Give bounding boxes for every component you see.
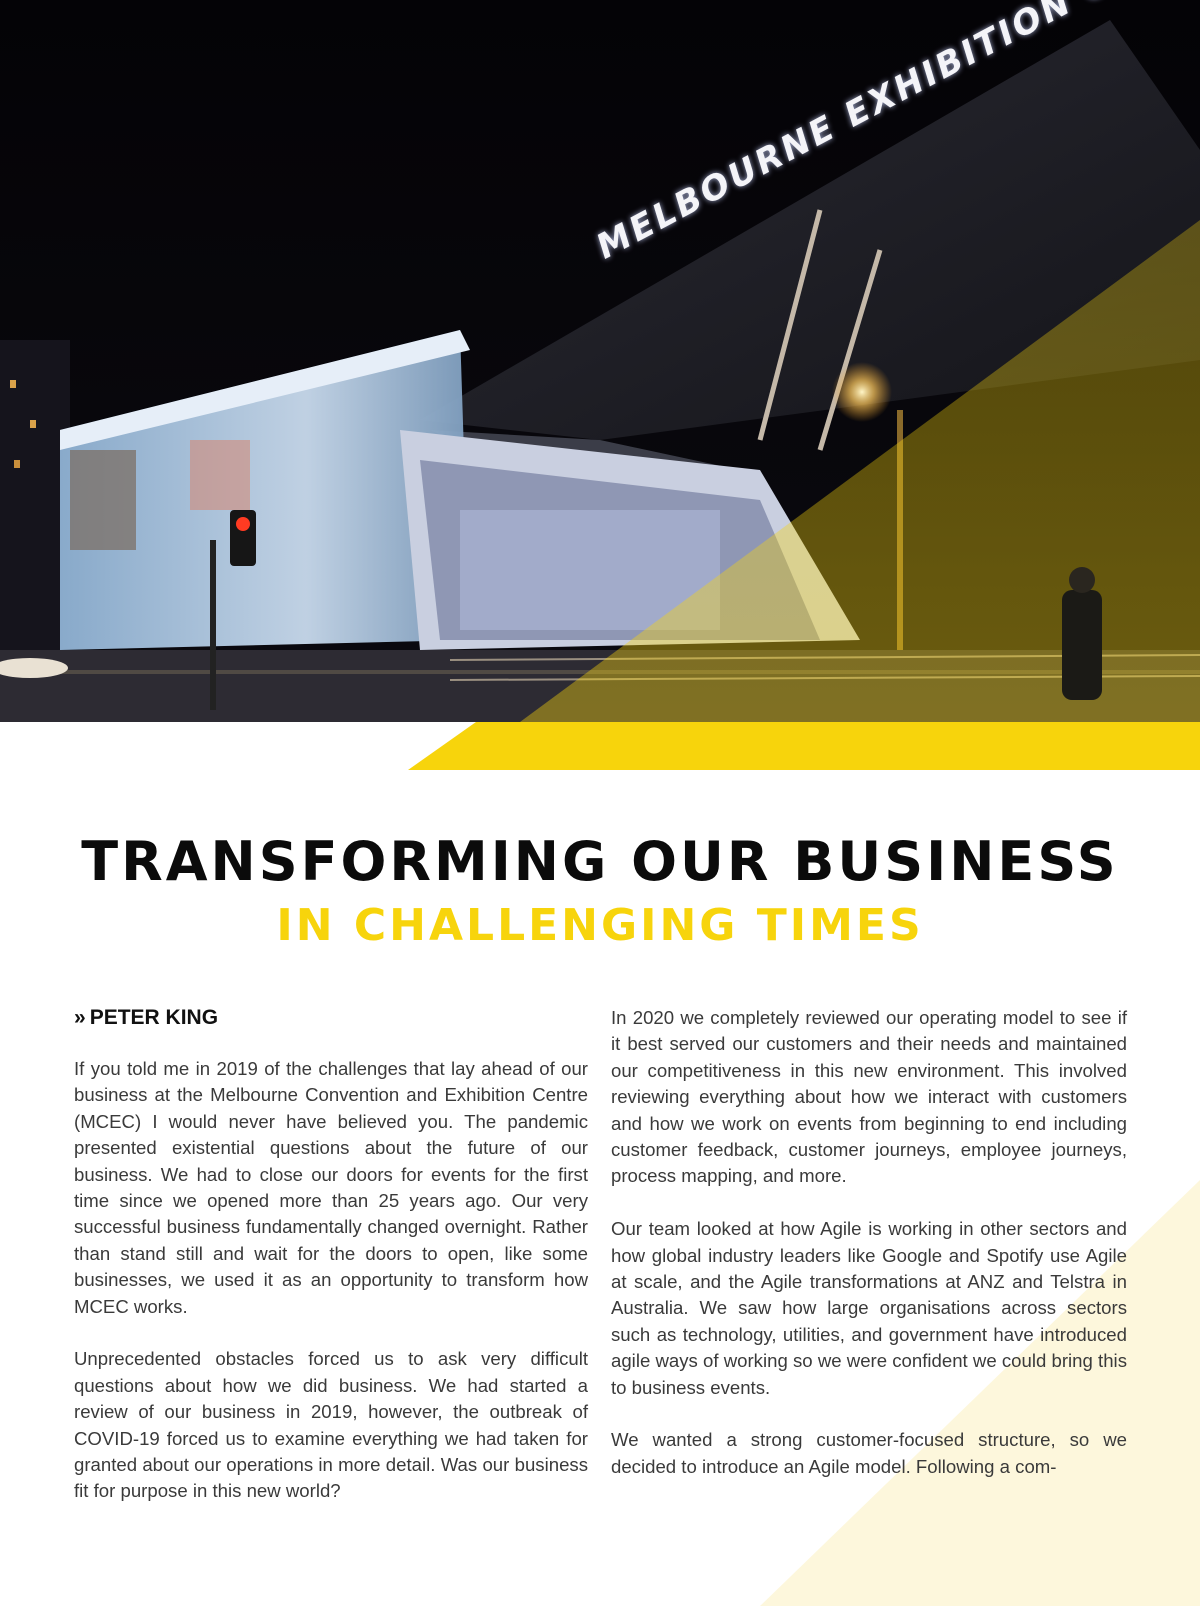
paragraph: If you told me in 2019 of the challenges that lay ahead of our business at the Melbourne Convention and Exhibition Centre (MCEC) I would never have believed you. The pandemic presented existential questions about the future of our business. We had to close our doors for events for the first time since we opened more than 25 years ago. Our very successful business fundamentally changed overnight. Rather than stand still and wait for the doors to open, like some businesses, we used it as an opportunity to transform how MCEC works. [74,1058,588,1317]
paragraph: We wanted a strong customer-focused structure, so we decided to introduce an Agile model. Following a com- [611,1429,1127,1477]
hero-photo [0,0,1200,722]
chevron-right-icon: » [74,1006,86,1029]
paragraph: Unprecedented obstacles forced us to ask very difficult questions about how we did business. We had started a review of our business in 2019, however, the outbreak of COVID-19 forced us to examine everything we had taken for granted about our operations in more detail. Was our business fit for purpose in this new world? [74,1348,588,1502]
paragraph: Our team looked at how Agile is working in other sectors and how global industry leaders like Google and Spotify use Agile at scale, and the Agile transformations at ANZ and Telstra in Australia. We saw how large organisations across sectors such as technology, utilities, and government have introduced agile ways of working so we were confident we could bring this to business events. [611,1218,1127,1398]
exhibition-centre-night-photo [0,0,1200,722]
yellow-accent-stripe [0,722,1200,770]
article-column-right [611,1005,1127,1507]
paragraph: In 2020 we completely reviewed our operating model to see if it best served our customers and their needs and maintained our competitiveness in this new environment. This involved reviewing everything about how we interact with customers and how we work on events from beginning to end including customer feedback, customer journeys, employee journeys, process mapping, and more. [611,1007,1127,1187]
article-column-left [74,1005,588,1531]
author-byline [74,1005,588,1031]
headline-line-2: IN CHALLENGING TIMES [276,900,924,951]
headline-line-1: TRANSFORMING OUR BUSINESS [81,830,1119,893]
author-name: PETER KING [89,1006,219,1029]
